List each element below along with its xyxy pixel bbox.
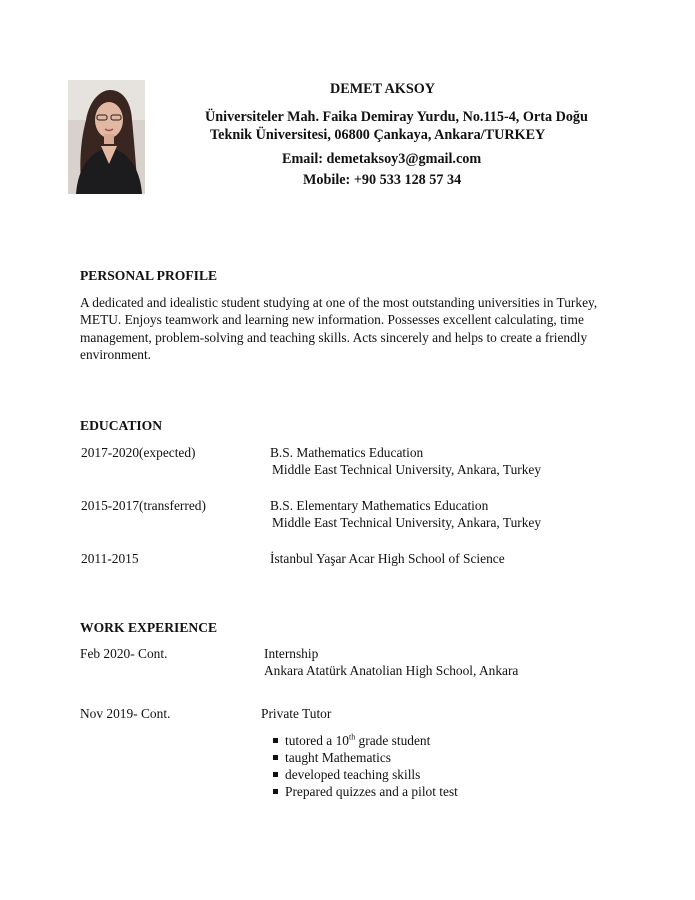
candidate-name: DEMET AKSOY bbox=[330, 81, 435, 97]
education-school: Middle East Technical University, Ankara, Turkey bbox=[272, 515, 542, 530]
address-line-2: Teknik Üniversitesi, 06800 Çankaya, Ankara/TURKEY bbox=[210, 127, 546, 143]
square-bullet-icon bbox=[273, 755, 278, 760]
education-date: 2015-2017(transferred) bbox=[81, 498, 206, 513]
profile-photo bbox=[68, 80, 145, 194]
work-title: Private Tutor bbox=[261, 706, 332, 721]
education-date: 2011-2015 bbox=[81, 551, 139, 566]
education-date: 2017-2020(expected) bbox=[81, 445, 196, 460]
work-title: Internship bbox=[264, 646, 319, 661]
profile-line: A dedicated and idealistic student studying at one of the most outstanding universities in Turkey, bbox=[80, 295, 598, 310]
list-item: developed teaching skills bbox=[273, 766, 458, 783]
list-item: Prepared quizzes and a pilot test bbox=[273, 783, 458, 800]
mobile-number: Mobile: +90 533 128 57 34 bbox=[303, 172, 462, 188]
education-school: Middle East Technical University, Ankara, Turkey bbox=[272, 462, 542, 477]
education-degree: B.S. Elementary Mathematics Education bbox=[270, 498, 489, 513]
work-date: Feb 2020- Cont. bbox=[80, 646, 168, 661]
work-heading: WORK EXPERIENCE bbox=[80, 620, 218, 635]
tutor-duties-list bbox=[273, 732, 458, 800]
work-date: Nov 2019- Cont. bbox=[80, 706, 171, 721]
square-bullet-icon bbox=[273, 772, 278, 777]
square-bullet-icon bbox=[273, 738, 278, 743]
education-school: İstanbul Yaşar Acar High School of Science bbox=[270, 551, 505, 566]
profile-heading: PERSONAL PROFILE bbox=[80, 268, 218, 283]
education-degree: B.S. Mathematics Education bbox=[270, 445, 424, 460]
education-heading: EDUCATION bbox=[80, 418, 163, 433]
list-item: tutored a 10th grade student bbox=[273, 732, 458, 749]
square-bullet-icon bbox=[273, 789, 278, 794]
email-address: Email: demetaksoy3@gmail.com bbox=[282, 151, 482, 167]
list-item: taught Mathematics bbox=[273, 749, 458, 766]
profile-paragraph bbox=[80, 294, 625, 363]
profile-line: management, problem-solving and teaching skills. Acts sincerely and helps to create a friendly bbox=[80, 329, 588, 345]
profile-line: METU. Enjoys teamwork and learning new information. Possesses excellent calculating, time bbox=[80, 312, 584, 328]
address-line-1: Üniversiteler Mah. Faika Demiray Yurdu, No.115-4, Orta Doğu bbox=[205, 109, 588, 125]
work-organization: Ankara Atatürk Anatolian High School, Ankara bbox=[264, 663, 519, 678]
profile-line: environment. bbox=[80, 346, 152, 362]
